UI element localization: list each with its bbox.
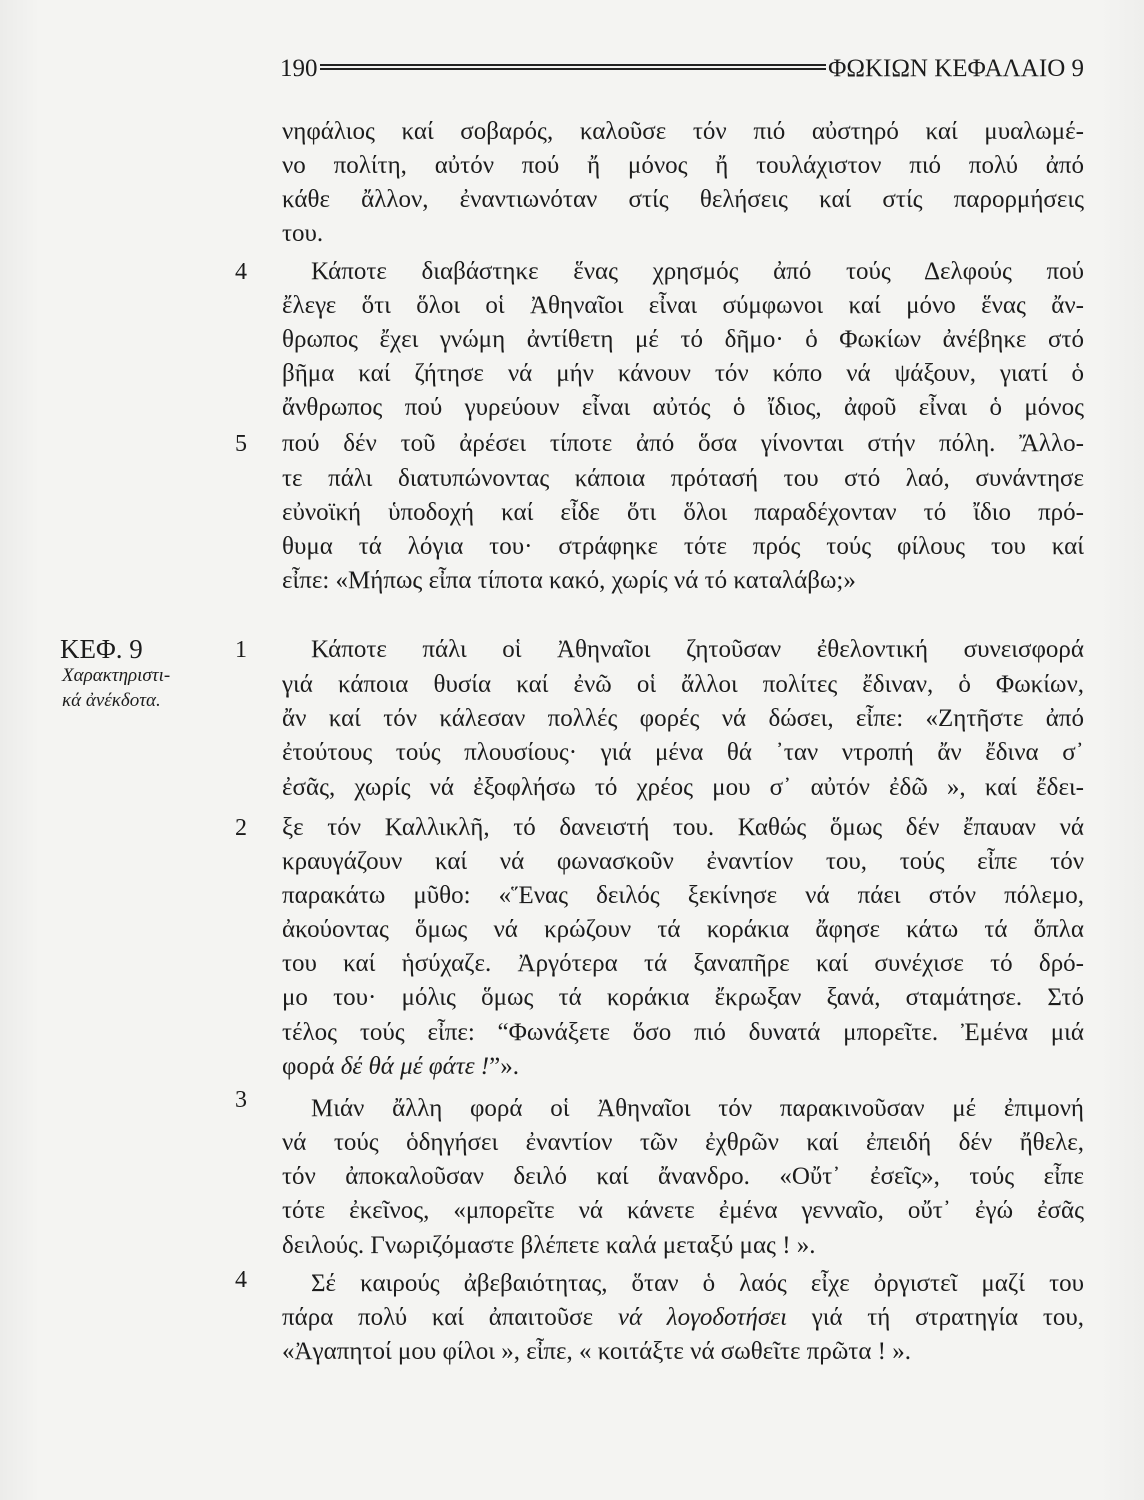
chapter-subtitle-line-2: κά ἀνέκδοτα.	[62, 690, 161, 711]
text-line: τότε ἐκεῖνος, «μπορεῖτε νά κάνετε ἐμένα γενναῖο, οὔτ᾽ ἐγώ ἐσᾶς	[282, 1197, 1084, 1224]
text-line: κάθε ἄλλον, ἐναντιωνόταν στίς θελήσεις καί στίς παρορμήσεις	[282, 186, 1084, 213]
text-line: Κάποτε πάλι οἱ Ἀθηναῖοι ζητοῦσαν ἐθελοντική συνεισφορά	[311, 636, 1084, 663]
header-double-rule	[320, 64, 827, 70]
text-line	[282, 1050, 1084, 1084]
section-number: 2	[235, 815, 247, 841]
text-segment: ”».	[489, 1053, 519, 1080]
text-line: ἐτούτους τούς πλουσίους· γιά μένα θά ᾽ταν ντροπή ἄν ἔδινα σ᾽	[282, 739, 1084, 766]
chapter-subtitle-line-1: Χαρακτηριστι-	[62, 665, 171, 686]
section-number: 4	[235, 1267, 247, 1293]
text-line: Κάποτε διαβάστηκε ἕνας χρησμός ἀπό τούς Δελφούς πού	[311, 258, 1084, 285]
text-line: δειλούς. Γνωριζόμαστε βλέπετε καλά μεταξύ μας ! ».	[282, 1232, 816, 1259]
running-title: ΦΩΚΙΩΝ ΚΕΦΑΛΑΙΟ 9	[828, 55, 1084, 82]
text-line: βῆμα καί ζήτησε νά μήν κάνουν τόν κόπο νά ψάξουν, γιατί ὁ	[282, 360, 1084, 387]
text-segment: πάρα πολύ καί ἀπαιτοῦσε	[282, 1304, 618, 1331]
text-line: Μιάν ἄλλη φορά οἱ Ἀθηναῖοι τόν παρακινοῦσαν μέ ἐπιμονή	[311, 1095, 1084, 1122]
italic-text-segment: νά λογοδοτήσει	[617, 1304, 788, 1331]
text-line: ἔλεγε ὅτι ὅλοι οἱ Ἀθηναῖοι εἶναι σύμφωνοι καί μόνο ἕνας ἄν-	[282, 292, 1084, 319]
text-line: εἶπε: «Μήπως εἶπα τίποτα κακό, χωρίς νά τό καταλάβω;»	[282, 567, 856, 594]
text-line: θρωπος ἔχει γνώμη ἀντίθετη μέ τό δῆμο· ὁ Φωκίων ἀνέβηκε στό	[282, 326, 1084, 353]
text-line: νο πολίτη, αὐτόν πού ἤ μόνος ἤ τουλάχιστον πιό πολύ ἀπό	[282, 152, 1084, 179]
section-number: 3	[235, 1087, 247, 1113]
running-header	[280, 52, 1084, 86]
text-line: «Ἀγαπητοί μου φίλοι », εἶπε, « κοιτάξτε νά σωθεῖτε πρῶτα ! ».	[282, 1338, 912, 1365]
text-line: νά τούς ὁδηγήσει ἐναντίον τῶν ἐχθρῶν καί ἐπειδή δέν ἤθελε,	[282, 1129, 1084, 1156]
text-line: νηφάλιος καί σοβαρός, καλοῦσε τόν πιό αὐστηρό καί μυαλωμέ-	[282, 118, 1084, 145]
text-line: ἄνθρωπος πού γυρεύουν εἶναι αὐτός ὁ ἴδιος, ἀφοῦ εἶναι ὁ μόνος	[282, 394, 1084, 421]
page-number: 190	[280, 55, 318, 82]
text-line: γιά κάποια θυσία καί ἐνῶ οἱ ἄλλοι πολίτες ἔδιναν, ὁ Φωκίων,	[282, 671, 1084, 698]
text-line: Σέ καιρούς ἀβεβαιότητας, ὅταν ὁ λαός εἶχε ὀργιστεῖ μαζί του	[311, 1270, 1084, 1297]
text-line: τόν ἀποκαλοῦσαν δειλό καί ἄνανδρο. «Οὔτ᾽ ἐσεῖς», τούς εἶπε	[282, 1163, 1084, 1190]
text-line: ἐσᾶς, χωρίς νά ἐξοφλήσω τό χρέος μου σ᾽ αὐτόν ἐδῶ », καί ἔδει-	[282, 774, 1084, 801]
section-number: 5	[235, 431, 247, 457]
text-line: του.	[282, 220, 324, 247]
italic-text-segment: δέ θά μέ φάτε !	[340, 1053, 490, 1080]
text-line: του καί ἡσύχαζε. Ἀργότερα τά ξαναπῆρε καί συνέχισε τό δρό-	[282, 950, 1084, 977]
text-segment: φορά	[282, 1053, 341, 1080]
text-line: ἄν καί τόν κάλεσαν πολλές φορές νά δώσει, εἶπε: «Ζητῆστε ἀπό	[282, 705, 1084, 732]
text-line: μο του· μόλις ὅμως τά κοράκια ἔκρωξαν ξανά, σταμάτησε. Στό	[282, 984, 1084, 1011]
text-line: πού δέν τοῦ ἀρέσει τίποτε ἀπό ὅσα γίνονται στήν πόλη. Ἄλλο-	[282, 430, 1084, 457]
text-line: τε πάλι διατυπώνοντας κάποια πρότασή του στό λαό, συνάντησε	[282, 465, 1084, 492]
section-number: 4	[235, 259, 247, 285]
text-line: θυμα τά λόγια του· στράφηκε τότε πρός τούς φίλους του καί	[282, 533, 1084, 560]
text-line: παρακάτω μῦθο: «Ἕνας δειλός ξεκίνησε νά πάει στόν πόλεμο,	[282, 882, 1084, 909]
text-line: ἀκούοντας ὅμως νά κρώζουν τά κοράκια ἄφησε κάτω τά ὅπλα	[282, 916, 1084, 943]
text-line: ξε τόν Καλλικλῆ, τό δανειστή του. Καθώς ὅμως δέν ἔπαυαν νά	[282, 814, 1084, 841]
text-segment: γιά τή στρατηγία του,	[787, 1304, 1084, 1331]
section-number: 1	[235, 637, 247, 663]
chapter-label: ΚΕΦ. 9	[60, 634, 143, 664]
text-line: τέλος τούς εἶπε: “Φωνάξετε ὅσο πιό δυνατά μπορεῖτε. Ἐμένα μιά	[282, 1019, 1084, 1046]
text-line	[282, 1301, 1084, 1335]
text-line: κραυγάζουν καί νά φωνασκοῦν ἐναντίον του, τούς εἶπε τόν	[282, 848, 1084, 875]
text-line: εὐνοϊκή ὑποδοχή καί εἶδε ὅτι ὅλοι παραδέχονταν τό ἴδιο πρό-	[282, 499, 1084, 526]
